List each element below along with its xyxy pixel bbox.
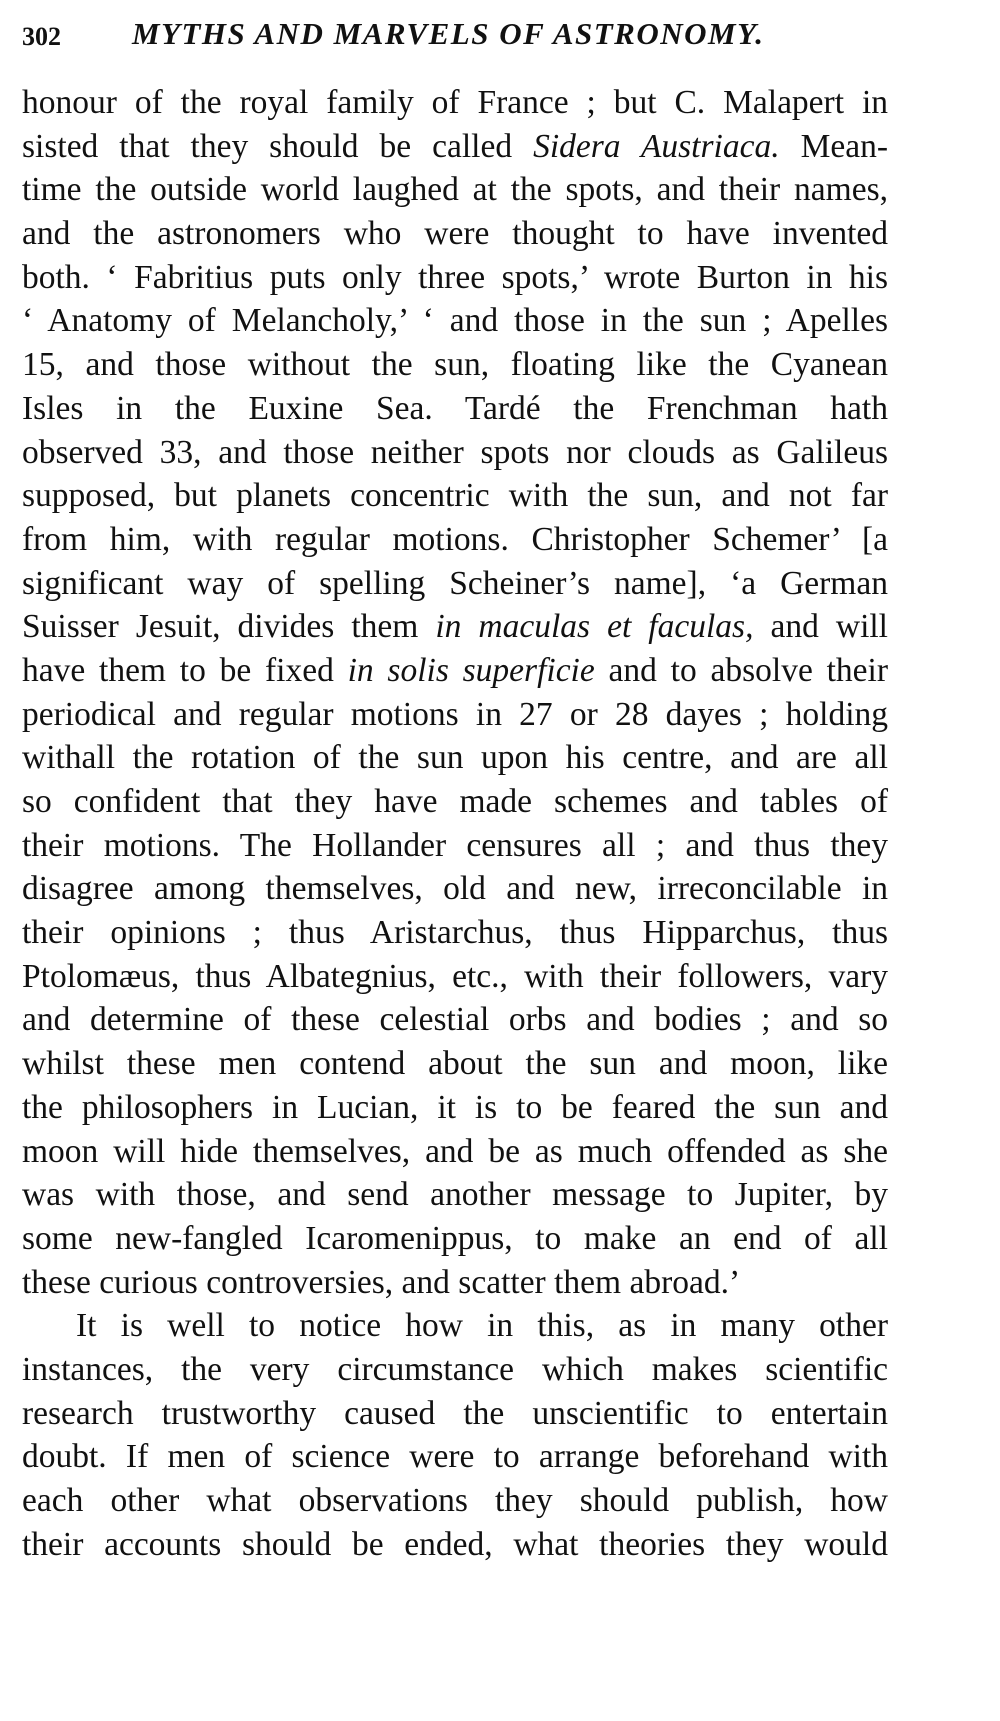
text-segment: was with those, and send another message to Jupiter, by [22, 1176, 888, 1214]
text-line [22, 605, 888, 649]
text-segment: these curious controversies, and scatter them abroad.’ [22, 1263, 741, 1301]
text-line [22, 387, 888, 431]
text-line [22, 780, 888, 824]
text-line [22, 125, 888, 169]
text-line [22, 1086, 888, 1130]
text-segment: so confident that they have made schemes and tables of [22, 783, 888, 820]
text-segment: periodical and regular motions in 27 or 28 dayes ; holding [22, 695, 888, 733]
text-line [22, 431, 888, 475]
text-segment: Ptolomæus, thus Albategnius, etc., with their followers, vary [22, 957, 888, 995]
text-segment: and will [753, 608, 888, 646]
text-line [22, 693, 888, 737]
italic-phrase: Sidera Austriaca. [533, 127, 780, 165]
text-line [22, 1217, 888, 1261]
text-line [22, 1173, 888, 1217]
body-text [22, 81, 888, 1566]
running-head [22, 16, 922, 66]
page-number: 302 [22, 22, 61, 51]
text-line [22, 649, 888, 693]
text-segment: time the outside world laughed at the spots, and their names, [22, 171, 888, 209]
text-line [22, 256, 888, 300]
text-line [22, 1261, 888, 1305]
text-segment: and to absolve their [594, 651, 888, 689]
text-segment: moon will hide themselves, and be as much offended as she [22, 1132, 888, 1170]
text-line [22, 168, 888, 212]
text-line [22, 1435, 888, 1479]
text-segment: their motions. The Hollander censures all ; and thus they [22, 826, 888, 864]
text-segment: each other what observations they should publish, how [22, 1482, 888, 1519]
text-line [22, 998, 888, 1042]
text-segment: their accounts should be ended, what theories they would [22, 1525, 888, 1563]
text-segment: observed 33, and those neither spots nor clouds as Galileus [22, 433, 888, 471]
text-segment: and the astronomers who were thought to have invented [22, 215, 888, 253]
text-segment: both. ‘ Fabritius puts only three spots,’ wrote Burton in his [22, 258, 888, 296]
text-segment: the philosophers in Lucian, it is to be feared the sun and [22, 1088, 888, 1126]
text-segment: It is well to notice how in this, as in many other [76, 1307, 888, 1345]
text-line [22, 736, 888, 780]
text-line [22, 1042, 888, 1086]
italic-phrase: in solis superficie [347, 651, 595, 689]
text-line [22, 518, 888, 562]
text-segment: 15, and those without the sun, floating like the Cyanean [22, 346, 888, 384]
text-segment: Mean- [779, 127, 888, 165]
text-segment: sisted that they should be called [22, 127, 534, 165]
text-line [22, 81, 888, 125]
text-segment: research trustworthy caused the unscientific to entertain [22, 1394, 888, 1432]
text-segment: from him, with regular motions. Christopher Schemer’ [a [22, 520, 888, 558]
text-segment: some new-fangled Icaromenippus, to make an end of all [22, 1219, 888, 1257]
text-segment: Isles in the Euxine Sea. Tardé the Frenchman hath [22, 389, 888, 427]
text-segment: significant way of spelling Scheiner’s name], ‘a German [22, 564, 888, 602]
text-line [22, 911, 888, 955]
text-line [22, 1479, 888, 1523]
text-line [22, 343, 888, 387]
text-segment: and determine of these celestial orbs and bodies ; and so [22, 1001, 888, 1039]
text-line [22, 562, 888, 606]
text-line [22, 824, 888, 868]
text-segment: withall the rotation of the sun upon his centre, and are all [22, 739, 888, 777]
text-segment: supposed, but planets concentric with the sun, and not far [22, 477, 888, 515]
text-segment: whilst these men contend about the sun and moon, like [22, 1045, 888, 1083]
italic-phrase: in maculas et faculas, [435, 608, 754, 646]
text-line [22, 1392, 888, 1436]
text-segment: doubt. If men of science were to arrange beforehand with [22, 1438, 888, 1476]
text-segment: instances, the very circumstance which makes scientific [22, 1350, 888, 1388]
text-segment: have them to be fixed [22, 651, 348, 689]
text-segment: disagree among themselves, old and new, irreconcilable in [22, 870, 888, 908]
text-segment: Suisser Jesuit, divides them [22, 608, 436, 646]
text-line [22, 1348, 888, 1392]
text-segment: ‘ Anatomy of Melancholy,’ ‘ and those in the sun ; Apelles [22, 302, 888, 340]
text-line [22, 212, 888, 256]
text-line [22, 1130, 888, 1174]
text-line [22, 1304, 888, 1348]
text-segment: their opinions ; thus Aristarchus, thus Hipparchus, thus [22, 914, 888, 952]
text-line [22, 1523, 888, 1567]
text-line [22, 955, 888, 999]
page-title: MYTHS AND MARVELS OF ASTRONOMY. [132, 16, 765, 51]
text-line [22, 867, 888, 911]
text-line [22, 299, 888, 343]
text-segment: honour of the royal family of France ; but C. Malapert in [22, 84, 888, 121]
text-line [22, 474, 888, 518]
